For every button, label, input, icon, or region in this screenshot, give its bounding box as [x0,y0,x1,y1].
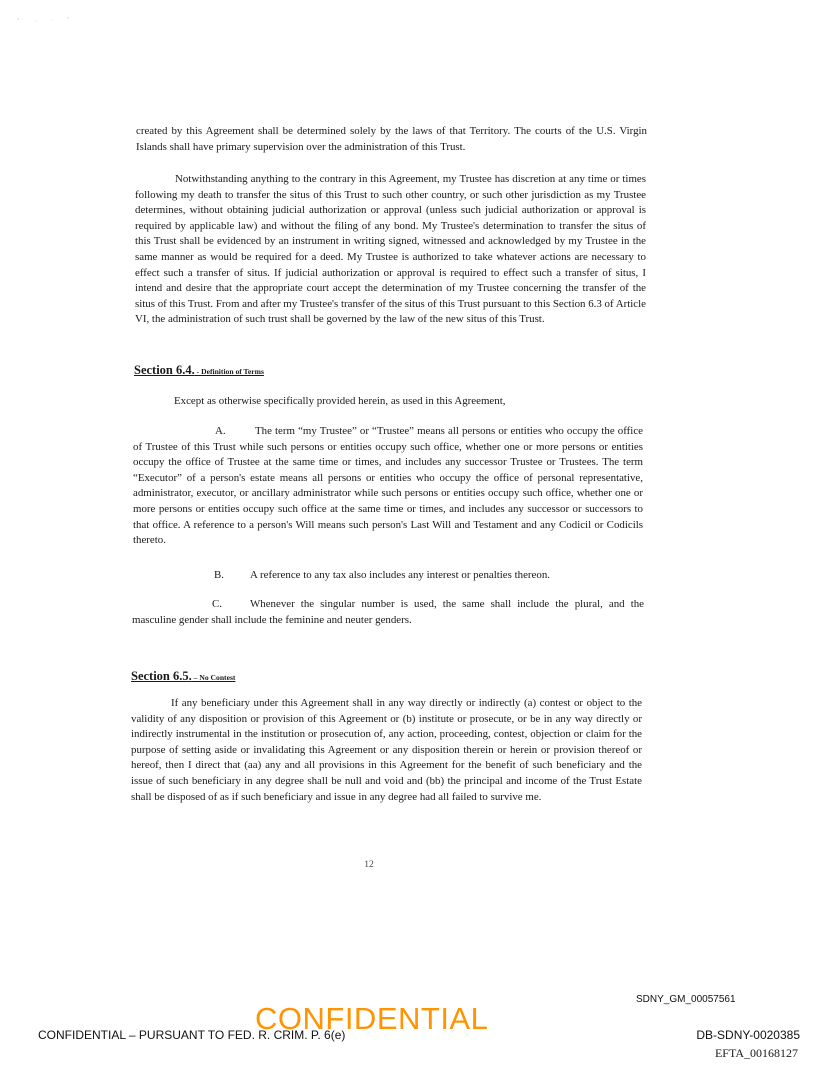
section-6-4-heading [134,362,264,380]
confidential-notice: CONFIDENTIAL – PURSUANT TO FED. R. CRIM. P. 6(e) [38,1028,346,1042]
confidential-stamp: CONFIDENTIAL [255,1001,489,1036]
efta-id: EFTA_00168127 [714,1046,798,1060]
section-6-5-heading [131,668,235,686]
paragraph-notwithstanding: Notwithstanding anything to the contrary in this Agreement, my Trustee has discretion at any time or times following my death to transfer the situs of this Trust to such other country, or such other jurisdiction as my Trustee determines, without obtaining judicial authorization or approval (unless such judicial authorization or approval is required by applicable law) and without the filing of any bond. My Trustee's determination to transfer the situs of this Trust shall be evidenced by an instrument in writing signed, witnessed and acknowledged by my Trustee in the same manner as would be required for a deed. My Trustee is authorized to take whatever actions are necessary to effect such a transfer of situs. If judicial authorization or approval is required to effect such a transfer of situs, I intend and desire that the appropriate court accept the determination of my Trustee concerning the transfer of the situs of this Trust. From and after my Trustee's transfer of the situs of this Trust pursuant to this Section 6.3 of Article VI, the administration of such trust shall be governed by the law of the new situs of this Trust. [135,173,646,326]
section-6-5-title: – No Contest [191,673,236,682]
definition-item-b [214,568,644,584]
item-b-letter: B. [214,569,224,581]
item-c-letter: C. [212,598,222,610]
bates-number-gm: SDNY_GM_00057561 [636,994,736,1005]
item-a-letter: A. [215,425,226,437]
definition-item-c [132,597,644,628]
definition-item-a [133,424,643,549]
bates-number-db: DB-SDNY-0020385 [696,1028,800,1042]
page-number: 12 [364,860,374,870]
scan-specks [16,16,76,26]
section-6-4-intro: Except as otherwise specifically provided herein, as used in this Agreement, [174,395,506,407]
section-6-5-text: If any beneficiary under this Agreement shall in any way directly or indirectly (a) contest or object to the validity of any disposition or provision of this Agreement or (b) institute or prosecute, or be in any way directly or indirectly instrumental in the institution or prosecution of, any action, proceeding, contest, objection or claim for the purpose of setting aside or invalidating this Agreement or any disposition therein or herein or provision thereof or hereof, then I direct that (aa) any and all provisions in this Agreement for the benefit of such beneficiary and the issue of such beneficiary in any degree shall be null and void and (bb) the principal and income of the Trust Estate shall be disposed of as if such beneficiary and issue in any degree had all failed to survive me. [131,697,642,803]
item-b-text: A reference to any tax also includes any interest or penalties thereon. [250,569,550,581]
section-6-4-title: - Definition of Terms [194,367,264,376]
paragraph-situs-end: created by this Agreement shall be determined solely by the laws of that Territory. The courts of the U.S. Virgin Islands shall have primary supervision over the administration of this Trust. [136,125,647,153]
item-a-text: The term “my Trustee” or “Trustee” means all persons or entities who occupy the office of Trustee of this Trust while such persons or entities occupy such office, whether one or more persons or entities occupy the office of Trustee at the same time or times, and includes any successor Trustee or Trustees. The term “Executor” of a person's estate means all persons or entities who occupy the office of personal representative, administrator, executor, or ancillary administrator while such persons or entities occupy such office, whether one or more persons or entities occupy such office at the same time or times, and includes any successor or successors to that office. A reference to a person's Will means such person's Last Will and Testament and any Codicil or Codicils thereto. [133,425,643,547]
section-6-4-label: Section 6.4. [134,363,195,377]
section-6-5-label: Section 6.5. [131,669,192,683]
item-c-text: Whenever the singular number is used, the same shall include the plural, and the masculine gender shall include the feminine and neuter genders. [132,598,644,626]
